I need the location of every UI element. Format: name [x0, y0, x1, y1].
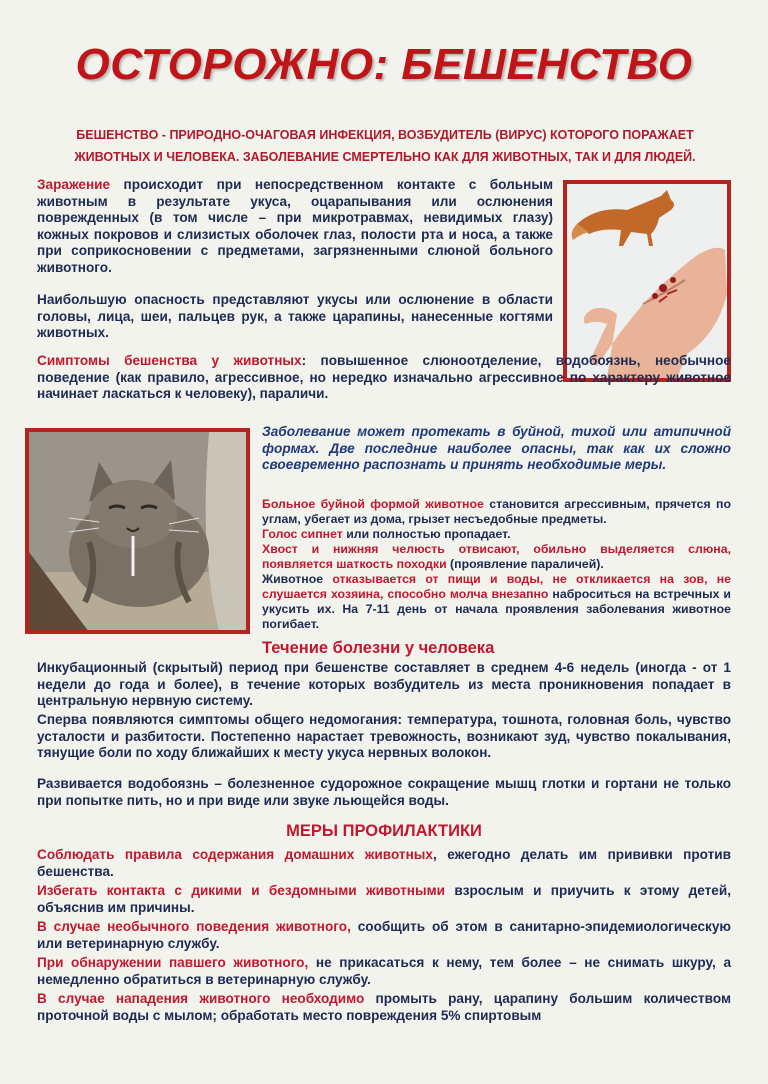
- voice-term: Голос сипнет: [262, 527, 343, 541]
- violent-term: Больное буйной формой животное: [262, 497, 484, 511]
- course-paragraph-3: Развивается водобоязнь – болезненное судорожное сокращение мышц глотки и гортани не только при попытке пить, но и при виде или звуке льющейся воды.: [37, 776, 731, 808]
- prevention-item: В случае необычного поведения животного, сообщить об этом в санитарно-эпидемиологическую или ветеринарную службу.: [37, 919, 731, 951]
- prevention-item: В случае нападения животного необходимо промыть рану, царапину большим количеством проточной воды с мылом; обработать место повреждения 5% спиртовым: [37, 991, 731, 1023]
- fox-bite-photo: [563, 180, 731, 382]
- violent-form-paragraph: Больное буйной формой животное становится агрессивным, прячется по углам, убегает из дома, грызет несъедобные предметы. Голос сипнет или полностью пропадает. Хвост и нижняя челюсть отвисают, обильно выделяется слюна, появляется шаткость походки (проявление параличей). Животное отказывается от пищи и воды, не откликается на зов, не слушается хозяина, способно молча внезапно наброситься на встречных и укусить их. На 7-11 день от начала проявления заболевания животное погибает.: [262, 497, 731, 631]
- intro-line-2: ЖИВОТНЫХ И ЧЕЛОВЕКА. ЗАБОЛЕВАНИЕ СМЕРТЕЛЬНО КАК ДЛЯ ЖИВОТНЫХ, ТАК И ДЛЯ ЛЮДЕЙ.: [74, 150, 696, 164]
- intro-line-1: БЕШЕНСТВО - ПРИРОДНО-ОЧАГОВАЯ ИНФЕКЦИЯ, ВОЗБУДИТЕЛЬ (ВИРУС) КОТОРОГО ПОРАЖАЕТ: [76, 128, 694, 142]
- infection-paragraph: [37, 177, 553, 277]
- intro-text: [40, 124, 730, 168]
- prevention-item: Избегать контакта с дикими и бездомными животными взрослым и приучить к этому детей, объяснив им причины.: [37, 883, 731, 915]
- prevention-item: При обнаружении павшего животного, не прикасаться к нему, тем более – не снимать шкуру, а немедленно обратиться в ветеринарную службу.: [37, 955, 732, 987]
- forms-paragraph: Заболевание может протекать в буйной, тихой или атипичной формах. Две последние наиболее опасны, так как их сложно своевременно распознать и принять необходимые меры.: [262, 424, 731, 473]
- danger-paragraph: Наибольшую опасность представляют укусы или ослюнение в области головы, лица, шеи, пальцев рук, а также царапины, нанесенные когтями животных.: [37, 292, 553, 341]
- symptoms-text: : повышенное слюноотделение, водобоязнь, необычное поведение (как правило, агрессивное, но нередко изначально агрессивное по характеру животное начинает ласкаться к человеку), параличи.: [37, 353, 731, 402]
- prevention-item: Соблюдать правила содержания домашних животных, ежегодно делать им прививки против бешенства.: [37, 847, 731, 879]
- refuse-term: отказывается от пищи и воды, не откликается на зов, не слушается хозяина, способно молча внезапно: [262, 572, 731, 601]
- symptoms-term: Симптомы бешенства у животных: [37, 353, 302, 368]
- symptoms-paragraph: [37, 353, 731, 403]
- course-paragraph-1: Инкубационный (скрытый) период при бешенстве составляет в среднем 4-6 недель (иногда - от 1 недели до года и более), в течение которых возбудитель из места проникновения попадает в центральную нервную систему.: [37, 660, 731, 709]
- prevention-heading: МЕРЫ ПРОФИЛАКТИКИ: [286, 822, 482, 840]
- infection-text: происходит при непосредственном контакте с больным животным в результате укуса, оцарапывания или ослюнения поврежденных (в том числе – при микротравмах, невидимых глазу) кожных покровов и слизистых оболочек глаз, полости рта и носа, а также при соприкосновении с предметами, загрязненными слюной больного животного.: [37, 177, 553, 275]
- page-title: ОСТОРОЖНО: БЕШЕНСТВО: [75, 40, 693, 89]
- tail-term: Хвост и нижняя челюсть отвисают, обильно выделяется слюна, появляется шаткость походки: [262, 542, 731, 571]
- course-paragraph-2: Сперва появляются симптомы общего недомогания: температура, тошнота, головная боль, чувство усталости и разбитости. Постепенно нарастает тревожность, возникают зуд, чувство покалывания, тянущие боли по ходу ближайших к месту укуса нервных волокон.: [37, 712, 731, 761]
- course-heading: Течение болезни у человека: [262, 639, 495, 657]
- infection-term: Заражение: [37, 177, 111, 192]
- sick-cat-photo: [25, 428, 250, 634]
